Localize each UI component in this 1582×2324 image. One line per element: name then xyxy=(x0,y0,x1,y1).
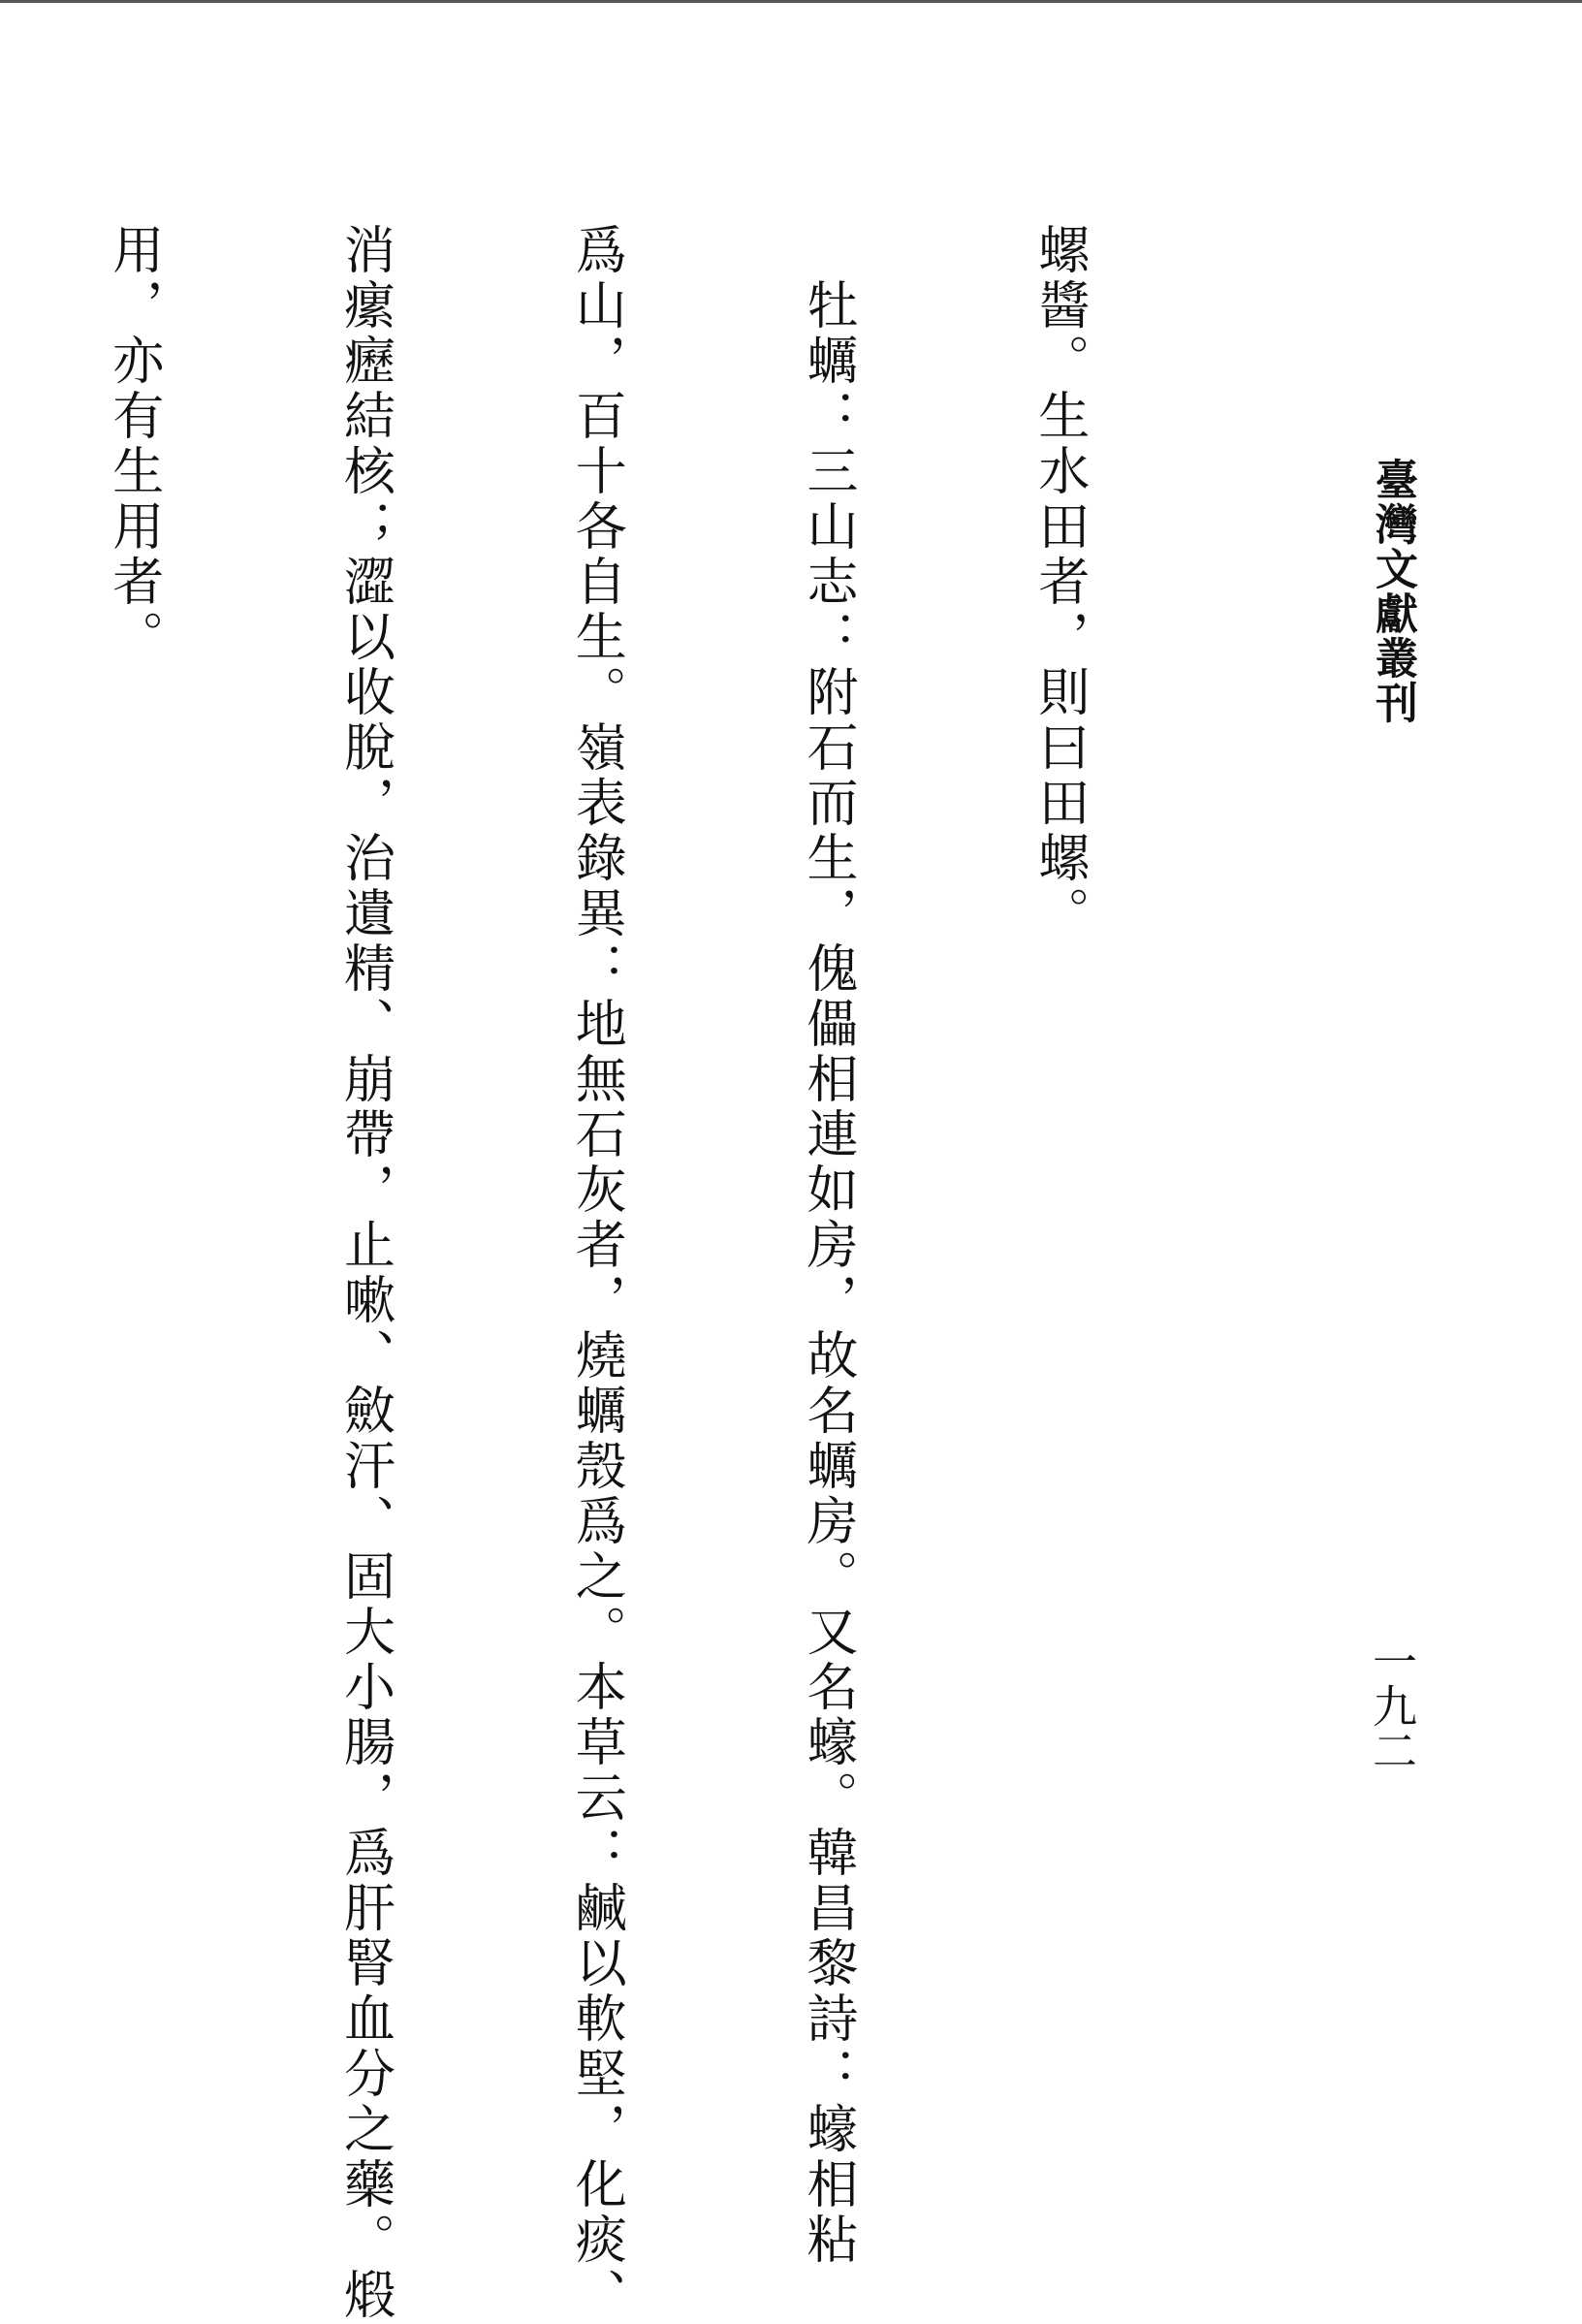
page-number: 一九二 xyxy=(1366,1639,1418,1772)
text-line: 消瘰癧結核；澀以收脫，治遺精、崩帶，止嗽、斂汗、固大小腸，爲肝腎血分之藥。煅 xyxy=(335,223,396,2323)
series-title: 臺灣文獻叢刊 xyxy=(1368,458,1417,725)
text-line: 爲山，百十各自生。嶺表錄異：地無石灰者，燒蠣殼爲之。本草云：鹹以軟堅，化痰、 xyxy=(567,223,627,2323)
text-line: 螺醬。生水田者，則曰田螺。 xyxy=(1029,223,1090,941)
text-line: 用，亦有生用者。 xyxy=(104,223,164,665)
text-line: 牡蠣：三山志：附石而生，傀儡相連如房，故名蠣房。又名蠔。韓昌黎詩：蠔相粘 xyxy=(799,223,859,2268)
main-text-column-block xyxy=(0,223,1252,2323)
top-border-rule xyxy=(0,0,1582,3)
